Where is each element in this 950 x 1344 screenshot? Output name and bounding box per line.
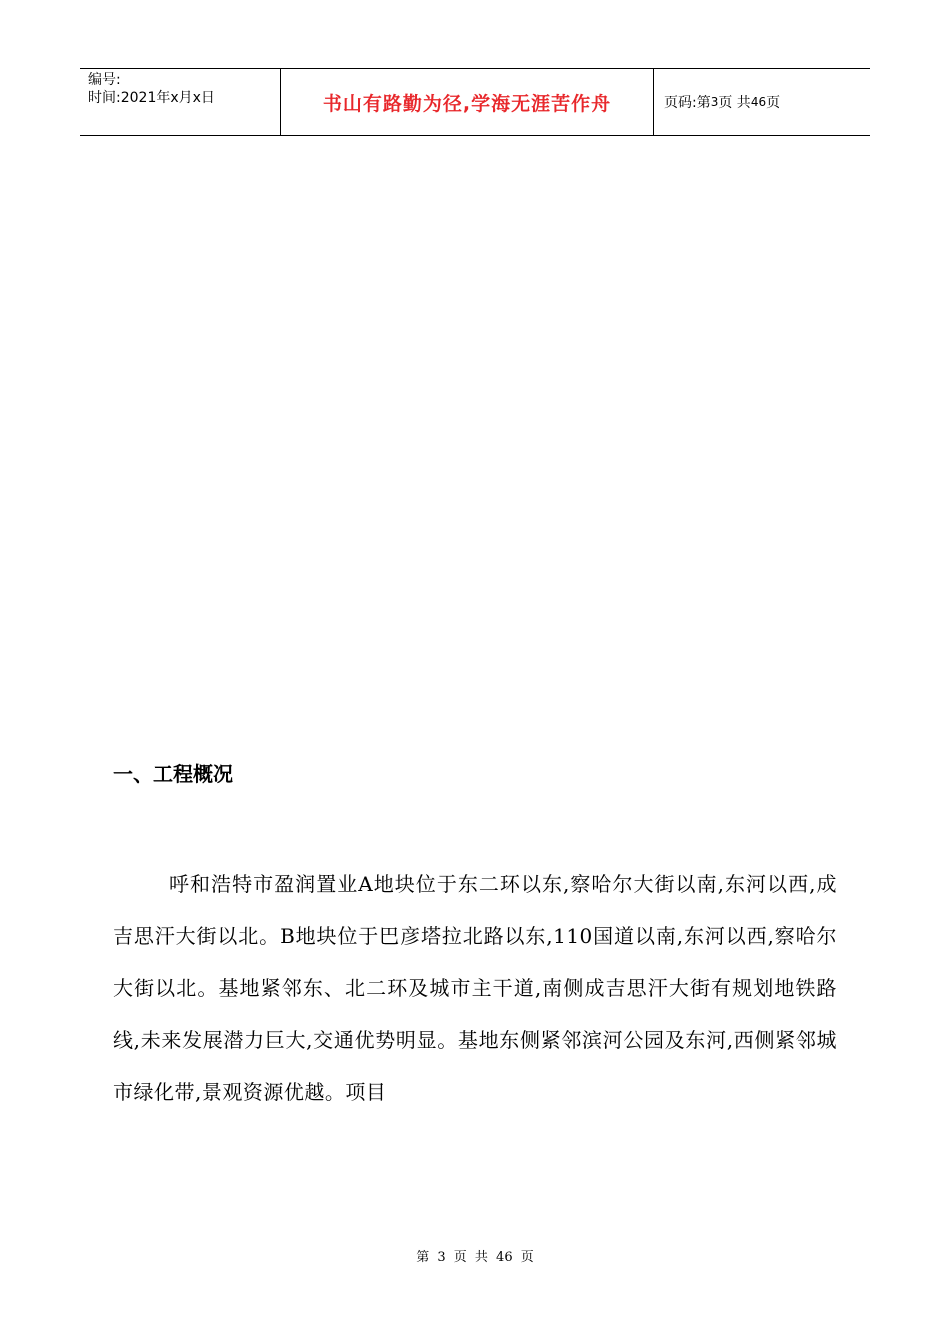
- document-time-label: 时间:2021年x月x日: [88, 90, 215, 106]
- header-meta: [80, 69, 281, 135]
- page-header: [80, 68, 870, 136]
- document-number-label: 编号:: [88, 72, 121, 88]
- section-heading: 一、工程概况: [113, 762, 233, 786]
- header-page-number: [654, 69, 870, 135]
- page-current: 3: [710, 95, 719, 109]
- page-suffix: 页: [766, 95, 781, 111]
- page-footer: 第 3 页 共 46 页: [416, 1250, 534, 1265]
- section-paragraph: 呼和浩特市盈润置业A地块位于东二环以东,察哈尔大街以南,东河以西,成吉思汗大街以北。B地块位于巴彦塔拉北路以东,110国道以南,东河以西,察哈尔大街以北。基地紧邻东、北二环及城市主干道,南侧成吉思汗大街有规划地铁路线,未来发展潜力巨大,交通优势明显。基地东侧紧邻滨河公园及东河,西侧紧邻城市绿化带,景观资源优越。项目: [113, 872, 837, 1104]
- page-prefix: 页码:第: [664, 95, 711, 111]
- page-mid: 页 共: [718, 95, 751, 111]
- page-total: 46: [750, 95, 767, 109]
- header-motto: 书山有路勤为径,学海无涯苦作舟: [281, 69, 654, 135]
